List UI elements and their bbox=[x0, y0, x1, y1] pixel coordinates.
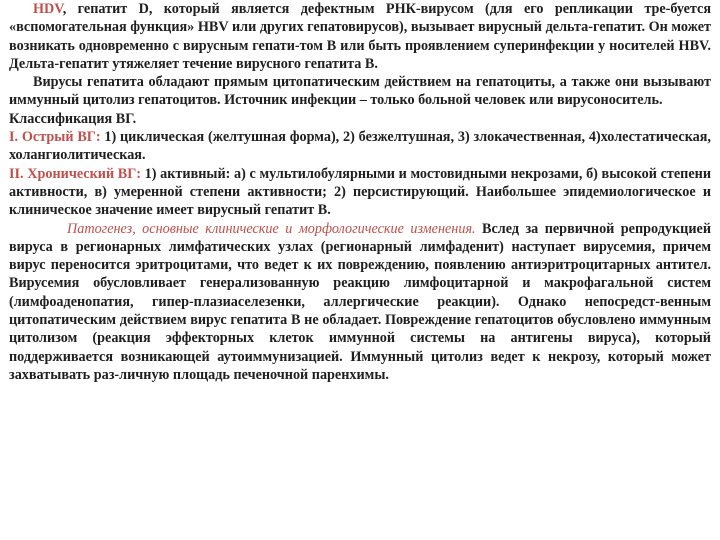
acute-hepatitis-text: 1) циклическая (желтушная форма), 2) безжелтушная, 3) злокачественная, 4)холестатическая, холангиолитическая. bbox=[9, 129, 711, 164]
pathogenesis-heading: Патогенез, основные клинические и морфологические изменения. bbox=[67, 220, 476, 237]
chronic-hepatitis-item bbox=[9, 165, 711, 220]
classification-heading: Классификация ВГ. bbox=[9, 110, 137, 127]
chronic-hepatitis-label: II. Хронический ВГ: bbox=[9, 165, 142, 182]
acute-hepatitis-item bbox=[9, 128, 711, 165]
paragraph-pathogenesis bbox=[9, 220, 711, 385]
paragraph-cytopathic: Вирусы гепатита обладают прямым цитопатическим действием на гепатоциты, а также они вызывают иммунный цитолиз гепатоцитов. Источник инфекции – только больной человек или вирусоноситель. bbox=[9, 74, 711, 109]
chronic-hepatitis-text: 1) активный: а) с мультилобулярными и мостовидными некрозами, б) высокой степени активности, в) умеренной степени активности; 2) персистирующий. Наибольшее эпидемиологическое и клиническое значение имеет вирусный гепатит B. bbox=[9, 165, 711, 219]
hdv-term: HDV bbox=[33, 1, 63, 17]
paragraph-hdv-text: , гепатит D, который является дефектным РНК-вирусом (для его репликации тре-буется «вспомогательная функция» HBV или других гепатовирусов), вызывает вирусный дельта-гепатит. Он может возникать одновременно с вирусным гепати-том B или быть проявлением суперинфекции у носителей HBV. Дельта-гепатит утяжеляет течение вирусного гепатита B. bbox=[9, 1, 711, 72]
acute-hepatitis-label: I. Острый ВГ: bbox=[9, 129, 101, 146]
pathogenesis-text: Вслед за первичной репродукцией вируса в регионарных лимфатических узлах (регионарный лимфаденит) наступает вирусемия, причем вирус переносится эритроцитами, что ведет к их повреждению, появлению антиэритроцитарных антител. Вирусемия обусловливает генерализованную реакцию лимфоцитарной и макрофагальной систем (лимфоаденопатия, гипер-плазиаселезенки, аллергические реакции). Однако непосредст-венным цитопатическим действием вирус гепатита B не обладает. Повреждение гепатоцитов обусловлено иммунным цитолизом (реакция эффекторных клеток иммунной системы на антигены вируса), который поддерживается возникающей аутоиммунизацией. Иммунный цитолиз ведет к некрозу, который может захватывать раз-личную площадь печеночной паренхимы. bbox=[9, 220, 711, 383]
paragraph-hdv bbox=[9, 0, 711, 73]
